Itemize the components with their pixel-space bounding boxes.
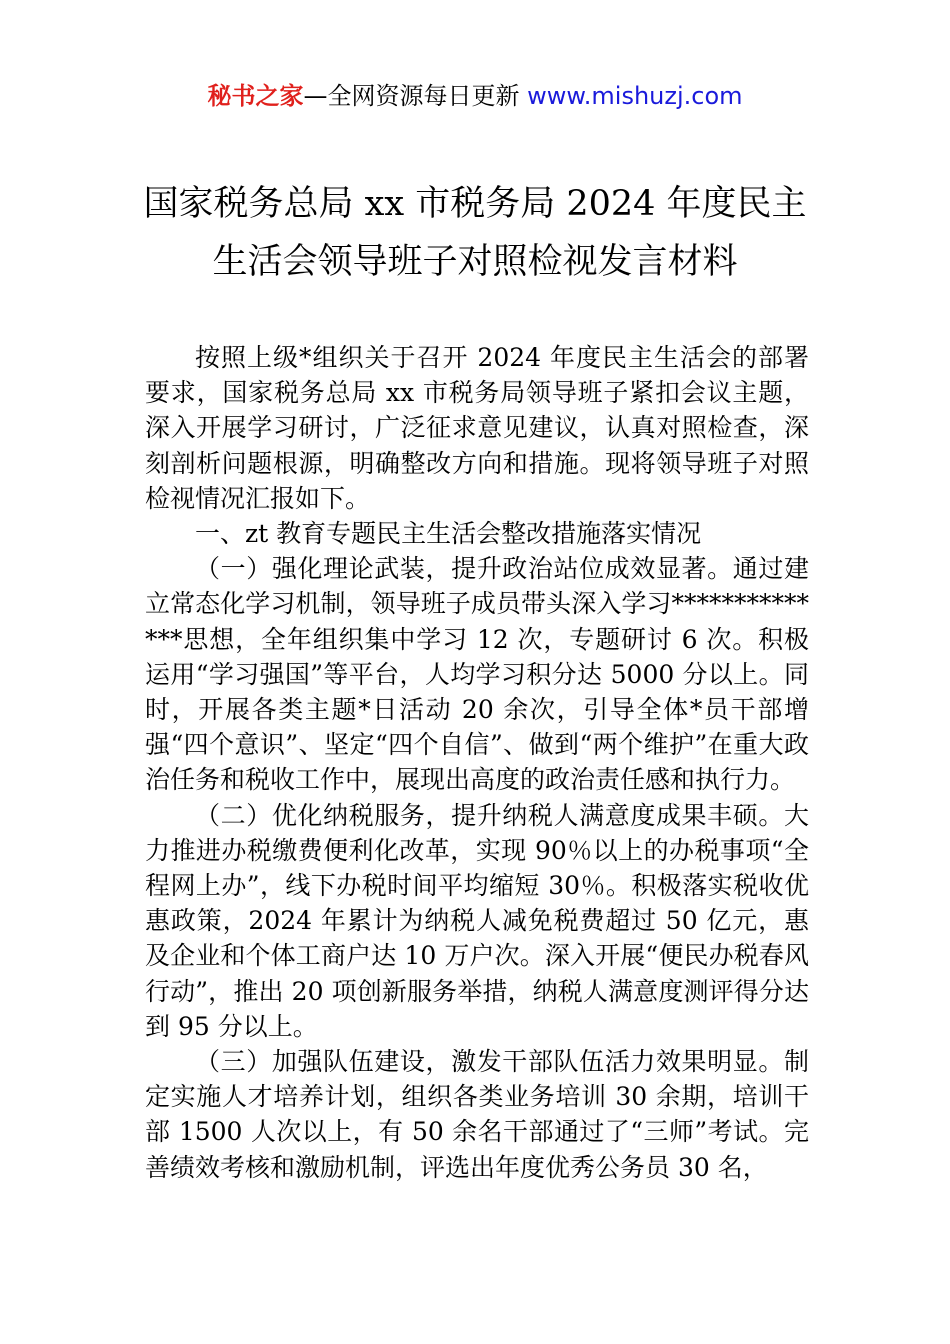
subsection-paragraph-2: （二）优化纳税服务，提升纳税人满意度成果丰硕。大力推进办税缴费便利化改革，实现 90％以上的办税事项“全程网上办”，线下办税时间平均缩短 30％。积极落实税收优惠政策，2024 年累计为纳税人减免税费超过 50 亿元，惠及企业和个体工商户达 10 万户次。深入开展“便民办税春风行动”，推出 20 项创新服务举措，纳税人满意度测评得分达到 95 分以上。: [145, 800, 809, 1041]
site-url-link[interactable]: www.mishuzj.com: [527, 82, 743, 110]
title-line-2: 生活会领导班子对照检视发言材料: [212, 242, 738, 282]
intro-paragraph: 按照上级*组织关于召开 2024 年度民主生活会的部署要求，国家税务总局 xx 市税务局领导班子紧扣会议主题，深入开展学习研讨，广泛征求意见建议，认真对照检查，深刻剖析问题根源，明确整改方向和措施。现将领导班子对照检视情况汇报如下。: [145, 343, 809, 513]
banner-tagline: —全网资源每日更新: [303, 82, 528, 110]
subsection-paragraph-3: （三）加强队伍建设，激发干部队伍活力效果明显。制定实施人才培养计划，组织各类业务培训 30 余期，培训干部 1500 人次以上，有 50 余名干部通过了“三师”考试。完善绩效考核和激励机制，评选出年度优秀公务员 30 名，: [145, 1047, 809, 1182]
document-title: [0, 175, 950, 291]
title-line-1: 国家税务总局 xx 市税务局 2024 年度民主: [143, 184, 807, 224]
document-body: [145, 340, 809, 1185]
brand-name: 秘书之家: [207, 82, 304, 110]
site-banner: [0, 80, 950, 112]
section-heading-1: 一、zt 教育专题民主生活会整改措施落实情况: [195, 519, 702, 549]
subsection-paragraph-1: （一）强化理论武装，提升政治站位成效显著。通过建立常态化学习机制，领导班子成员带头深入学习**************思想，全年组织集中学习 12 次，专题研讨 6 次。积极运用“学习强国”等平台，人均学习积分达 5000 分以上。同时，开展各类主题*日活动 20 余次，引导全体*员干部增强“四个意识”、坚定“四个自信”、做到“两个维护”在重大政治任务和税收工作中，展现出高度的政治责任感和执行力。: [145, 554, 809, 795]
